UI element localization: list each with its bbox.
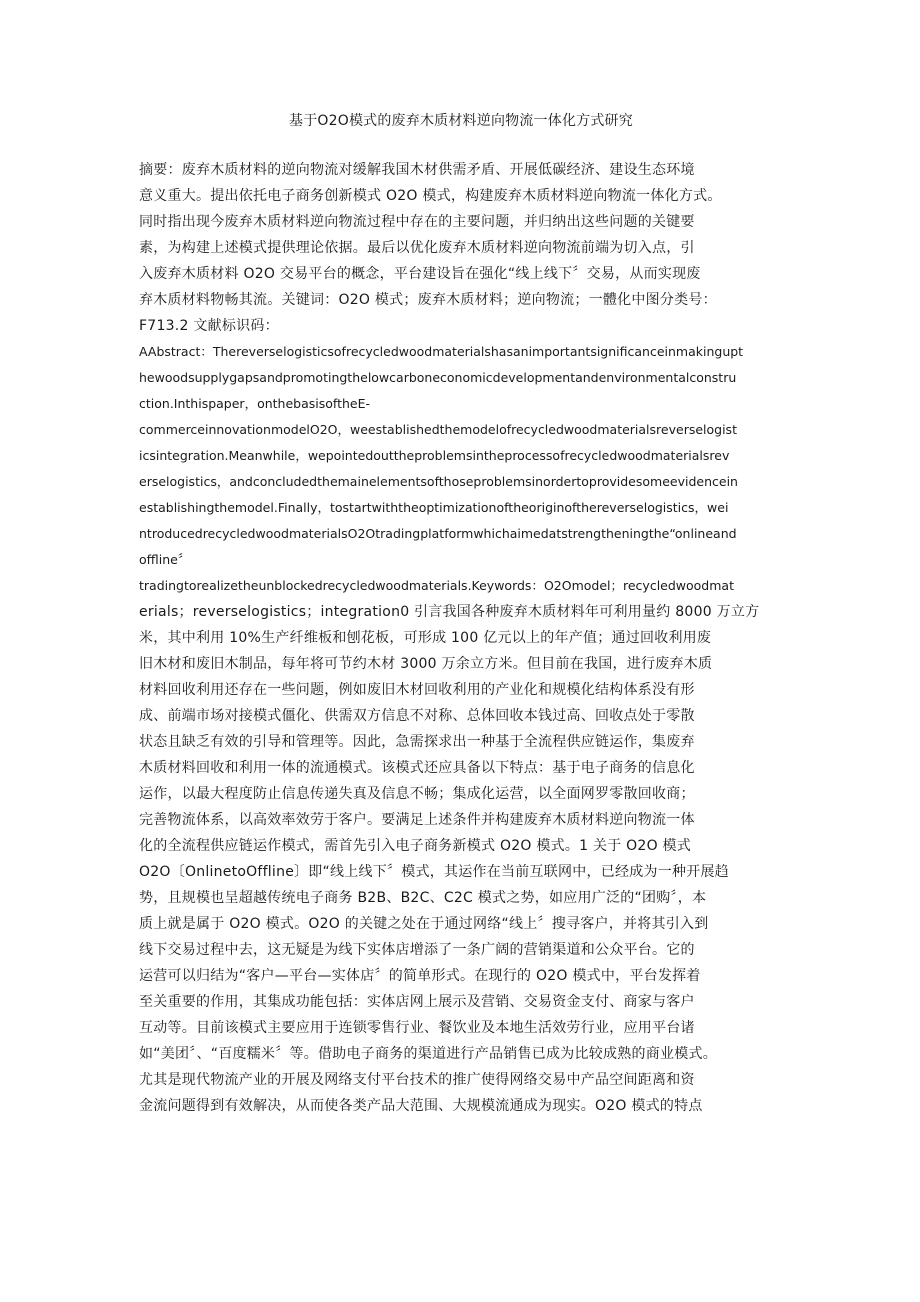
document-title: 基于O2O模式的废弃木质材料逆向物流一体化方式研究	[289, 113, 633, 129]
body-line: 意义重大。提出依托电子商务创新模式 O2O 模式，构建废弃木质材料逆向物流一体化方式。	[139, 188, 722, 204]
body-line: 米，其中利用 10%生产纤维板和刨花板，可形成 100 亿元以上的年产值；通过回收利用废	[139, 630, 712, 646]
body-line: 势，且规模也呈超越传统电子商务 B2B、B2C、C2C 模式之势，如应用广泛的“团购〞，本	[139, 890, 707, 906]
body-line: 同时指出现今废弃木质材料逆向物流过程中存在的主要问题，并归纳出这些问题的关键要	[139, 214, 695, 230]
abstract-line: hewoodsupplygapsandpromotingthelowcarboneconomicdevelopmentandenvironmentalconstru	[139, 370, 737, 385]
abstract-line: offline〞	[139, 552, 191, 567]
abstract-line: commerceinnovationmodelO2O，weestablishedthemodelofrecycledwoodmaterialsreverselogist	[139, 422, 737, 437]
abstract-line: establishingthemodel.Finally，tostartwiththeoptimizationoftheoriginofthereverselogistics，wei	[139, 500, 729, 515]
body-line: 材料回收利用还存在一些问题，例如废旧木材回收利用的产业化和规模化结构体系没有形	[139, 682, 695, 698]
body-line: 金流问题得到有效解决，从而使各类产品大范围、大规模流通成为现实。O2O 模式的特点	[139, 1098, 703, 1114]
body-line: 素，为构建上述模式提供理论依据。最后以优化废弃木质材料逆向物流前端为切入点，引	[139, 240, 695, 256]
body-line: 质上就是属于 O2O 模式。O2O 的关键之处在于通过网络“线上〞搜寻客户，并将其引入到	[139, 916, 709, 932]
body-line: 如“美团〞、“百度糯米〞等。借助电子商务的渠道进行产品销售已成为比较成熟的商业模式。	[139, 1046, 718, 1062]
abstract-line: AAbstract：Thereverselogisticsofrecycledwoodmaterialshasanimportantsignificanceinmakingupt	[139, 344, 744, 359]
body-line: 摘要：废弃木质材料的逆向物流对缓解我国木材供需矛盾、开展低碳经济、建设生态环境	[139, 162, 695, 178]
body-line: 弃木质材料物畅其流。关键词：O2O 模式；废弃木质材料；逆向物流；一體化中图分类号：	[139, 292, 717, 308]
body-line: F713.2 文献标识码：	[139, 318, 279, 334]
body-line: 状态且缺乏有效的引导和管理等。因此，急需探求出一种基于全流程供应链运作，集废弃	[139, 734, 695, 750]
body-line: 互动等。目前该模式主要应用于连锁零售行业、餐饮业及本地生活效劳行业，应用平台诸	[139, 1020, 695, 1036]
abstract-line: icsintegration.Meanwhile，wepointedouttheproblemsintheprocessofrecycledwoodmaterialsrev	[139, 448, 730, 463]
body-line: 入废弃木质材料 O2O 交易平台的概念，平台建设旨在强化“线上线下〞交易，从而实现废	[139, 266, 701, 282]
abstract-line: erselogistics，andconcludedthemainelementsofthoseproblemsinordertoprovidesomeevidencein	[139, 474, 738, 489]
abstract-line: ction.Inthispaper，onthebasisoftheE-	[139, 396, 370, 411]
body-line: O2O〔OnlinetoOffline〕即“线上线下〞模式，其运作在当前互联网中，已经成为一种开展趋	[139, 864, 730, 880]
body-line: 木质材料回收和利用一体的流通模式。该模式还应具备以下特点：基于电子商务的信息化	[139, 760, 695, 776]
body-line: erials；reverselogistics；integration0 引言我国各种废弃木质材料年可利用量约 8000 万立方	[139, 604, 760, 620]
body-line: 成、前端市场对接模式僵化、供需双方信息不对称、总体回收本钱过高、回收点处于零散	[139, 708, 695, 724]
body-line: 完善物流体系，以高效率效劳于客户。要满足上述条件并构建废弃木质材料逆向物流一体	[139, 812, 695, 828]
body-line: 运营可以归结为“客户—平台—实体店〞的简单形式。在现行的 O2O 模式中，平台发挥着	[139, 968, 701, 984]
abstract-line: tradingtorealizetheunblockedrecycledwoodmaterials.Keywords：O2Omodel；recycledwoodmat	[139, 578, 734, 593]
body-line: 至关重要的作用，其集成功能包括：实体店网上展示及营销、交易资金支付、商家与客户	[139, 994, 695, 1010]
body-line: 尤其是现代物流产业的开展及网络支付平台技术的推广使得网络交易中产品空间距离和资	[139, 1072, 695, 1088]
document-page	[139, 110, 783, 1119]
body-line: 化的全流程供应链运作模式，需首先引入电子商务新模式 O2O 模式。1 关于 O2O 模式	[139, 838, 692, 854]
abstract-line: ntroducedrecycledwoodmaterialsO2Otradingplatformwhichaimedatstrengtheningthe“onlineand	[139, 526, 737, 541]
body-line: 运作，以最大程度防止信息传递失真及信息不畅；集成化运营，以全面网罗零散回收商；	[139, 786, 695, 802]
body-line: 线下交易过程中去，这无疑是为线下实体店增添了一条广阔的营销渠道和公众平台。它的	[139, 942, 695, 958]
body-line: 旧木材和废旧木制品，每年将可节约木材 3000 万余立方米。但目前在我国，进行废弃木质	[139, 656, 713, 672]
